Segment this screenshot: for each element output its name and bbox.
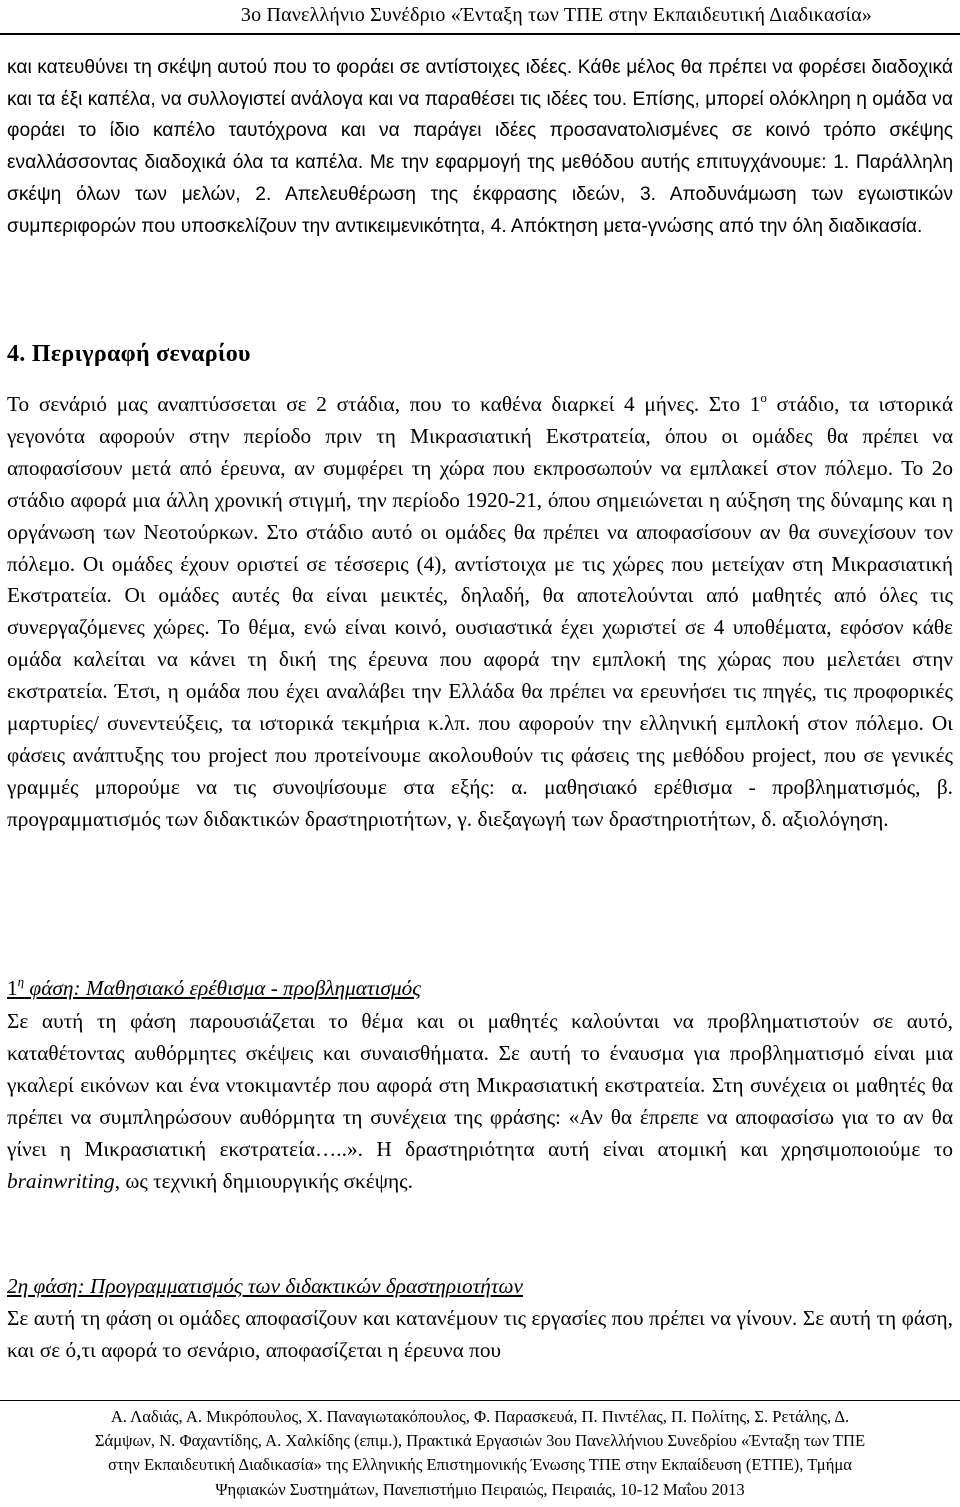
scenario-paragraph <box>7 389 953 836</box>
footer-line-1: Α. Λαδιάς, Α. Μικρόπουλος, Χ. Παναγιωτακόπουλος, Φ. Παρασκευά, Π. Πιντέλας, Π. Πολίτης, Σ. Ρετάλης, Δ. <box>110 1407 850 1426</box>
footer-rule <box>0 1400 960 1401</box>
intro-paragraph: και κατευθύνει τη σκέψη αυτού που το φοράει σε αντίστοιχες ιδέες. Κάθε μέλος θα πρέπει να φορέσει διαδοχικά και τα έξι καπέλα, να συλλογιστεί ανάλογα και να παραθέσει τις ιδέες του. Επίσης, μπορεί ολόκληρη η ομάδα να φοράει το ίδιο καπέλο ταυτόχρονα και να παράγει ιδέες προσανατολισμένες σε κοινό τρόπο σκέψης εναλλάσσοντας διαδοχικά όλα τα καπέλα. Με την εφαρμογή της μεθόδου αυτής επιτυγχάνουμε: 1. Παράλληλη σκέψη όλων των μελών, 2. Απελευθέρωση της έκφρασης ιδεών, 3. Αποδυνάμωση των εγωιστικών συμπεριφορών που υποσκελίζουν την αντικειμενικότητα, 4. Απόκτηση μετα-γνώσης από την όλη διαδικασία. <box>7 57 953 237</box>
phase1-title-text: φάση: Μαθησιακό ερέθισμα - προβληματισμός <box>24 976 421 1000</box>
footer-line-2: Σάμψων, Ν. Φαχαντίδης, Α. Χαλκίδης (επιμ.), Πρακτικά Εργασιών 3ου Πανελλήνιου Συνεδρίου «Ένταξη των ΤΠΕ <box>94 1431 866 1451</box>
scenario-text-start: Το σενάριό μας αναπτύσσεται σε 2 στάδια, που το καθένα διαρκεί 4 μήνες. Στο 1 <box>7 392 761 416</box>
footer-line-4: Ψηφιακών Συστημάτων, Πανεπιστήμιο Πειραιώς, Πειραιάς, 10-12 Μαΐου 2013 <box>215 1479 745 1499</box>
phase1-number: 1 <box>7 976 18 1000</box>
header-rule <box>0 33 960 35</box>
phase1-emphasis: brainwriting <box>7 1168 115 1193</box>
phase2-paragraph: Σε αυτή τη φάση οι ομάδες αποφασίζουν και κατανέμουν τις εργασίες που πρέπει να γίνουν. Σε αυτή τη φάση, και σε ό,τι αφορά το σενάριο, αποφασίζεται η έρευνα που <box>7 1306 953 1362</box>
citation-footer <box>10 1405 950 1502</box>
scenario-text-rest: στάδιο, τα ιστορικά γεγονότα αφορούν στην περίοδο πριν τη Μικρασιατική Εκστρατεία, όπου οι ομάδες θα πρέπει να αποφασίσουν μετά από έρευνα, αν συμφέρει τη χώρα που εκπροσωπούν να εμπλακεί στον πόλεμο. Το 2ο στάδιο αφορά μια άλλη χρονική στιγμή, την περίοδο 1920-21, όπου σημειώνεται η αύξηση της δύναμης και η οργάνωση των Νεοτούρκων. Στο στάδιο αυτό οι ομάδες θα πρέπει να αποφασίσουν αν θα συνεχίσουν τον πόλεμο. Οι ομάδες έχουν οριστεί σε τέσσερις (4), αντίστοιχα με τις χώρες που μετείχαν στη Μικρασιατική Εκστρατεία. Οι ομάδες αυτές θα είναι μεικτές, δηλαδή, θα αποτελούνται από μαθητές από όλες τις συνεργαζόμενες χώρες. Το θέμα, ενώ είναι κοινό, ουσιαστικά έχει χωριστεί σε 4 υποθέματα, εφόσον κάθε ομάδα καλείται να κάνει τη δική της έρευνα που αφορά την εμπλοκή της χώρας που μελετάει στην εκστρατεία. Έτσι, η ομάδα που έχει αναλάβει την Ελλάδα θα πρέπει να ερευνήσει τις πηγές, τις προφορικές μαρτυρίες/ συνεντεύξεις, τα ιστορικά τεκμήρια κ.λπ. που αφορούν την ελληνική εμπλοκή στον πόλεμο. Οι φάσεις ανάπτυξης του project που προτείνουμε ακολουθούν τις φάσεις της μεθόδου project, που σε γενικές γραμμές μπορούμε να τις συνοψίσουμε στα εξής: α. μαθησιακό ερέθισμα - προβληματισμός, β. προγραμματισμός των διδακτικών δραστηριοτήτων, γ. διεξαγωγή των δραστηριοτήτων, δ. αξιολόγηση. <box>7 392 953 831</box>
phase1-superscript: η <box>17 974 25 989</box>
phase2-title-text: 2η φάση: Προγραμματισμός των διδακτικών δραστηριοτήτων <box>7 1274 523 1298</box>
phase1-text-start: Σε αυτή τη φάση παρουσιάζεται το θέμα και οι μαθητές καλούνται να προβληματιστούν σε αυτό, καταθέτοντας αυθόρμητες σκέψεις και συναισθήματα. Σε αυτή το έναυσμα για προβληματισμό είναι μια γκαλερί εικόνων και ένα ντοκιμαντέρ που αφορά στη Μικρασιατική εκστρατεία. Στη συνέχεια οι μαθητές θα πρέπει να συμπληρώσουν αυθόρμητα τη συνέχεια της φράσης: «Αν θα έπρεπε να αποφασίσω για το αν θα γίνει η Μικρασιατική εκστρατεία…..». Η δραστηριότητα αυτή είναι ατομική και χρησιμοποιούμε το <box>7 1009 953 1161</box>
footer-line-3: στην Εκπαιδευτική Διαδικασία» της Ελληνικής Επιστημονικής Ένωσης ΤΠΕ στην Εκπαίδευση (ΕΤΠΕ), Τμήμα <box>108 1455 852 1475</box>
phase1-text-end: , ως τεχνική δημιουργικής σκέψης. <box>114 1168 413 1193</box>
superscript-ordinal: ο <box>760 390 767 405</box>
phase1-paragraph <box>7 1006 953 1197</box>
section-heading: 4. Περιγραφή σεναρίου <box>7 341 251 367</box>
phase2-title <box>7 1271 523 1303</box>
phase1-title <box>7 973 421 1005</box>
running-header: 3ο Πανελλήνιο Συνέδριο «Ένταξη των ΤΠΕ στην Εκπαιδευτική Διαδικασία» <box>240 4 872 26</box>
